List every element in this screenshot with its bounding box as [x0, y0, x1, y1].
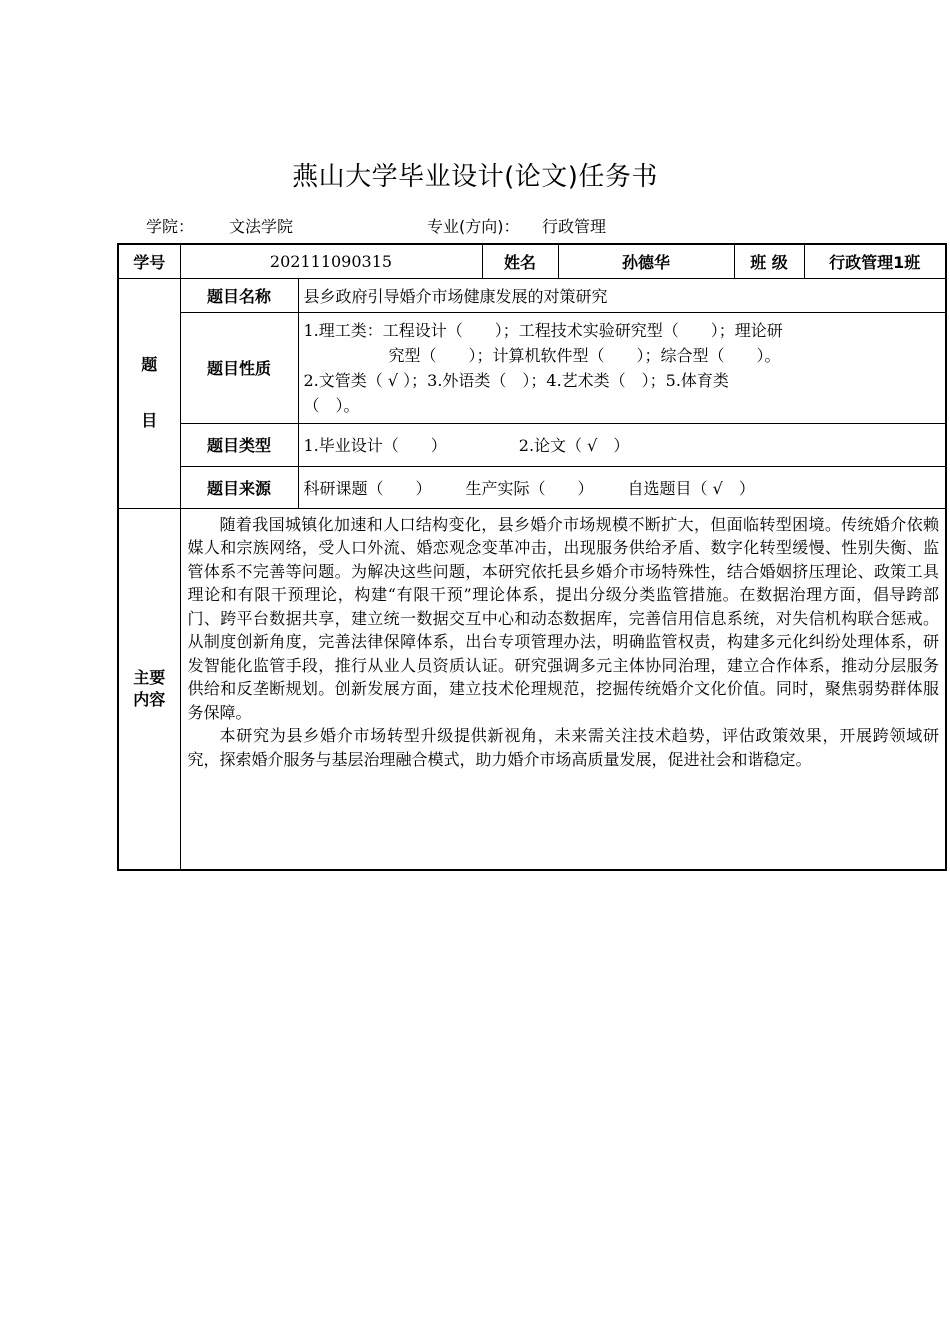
- student-info-row: [118, 244, 946, 278]
- main-content-paragraph-2: 本研究为县乡婚介市场转型升级提供新视角，未来需关注技术趋势，评估政策效果，开展跨领域研究，探索婚介服务与基层治理融合模式，助力婚介市场高质量发展，促进社会和谐稳定。: [187, 726, 939, 769]
- topic-section-label: [118, 278, 180, 508]
- main-content-label: [118, 508, 180, 870]
- main-content-label-line-2: 内容: [133, 689, 166, 709]
- topic-nature-options: [298, 312, 946, 423]
- topic-type-options: [298, 423, 946, 466]
- student-id-value: 202111090315: [180, 244, 482, 278]
- task-form-table: [117, 243, 947, 871]
- college-label: 学院：: [146, 217, 195, 236]
- type-option-thesis: 2.论文（ √ ）: [518, 436, 630, 455]
- nature-line-2: 究型（ ）；计算机软件型（ ）；综合型（ ）。: [388, 345, 781, 365]
- topic-type-row: [118, 423, 946, 466]
- major-value: 行政管理: [542, 217, 607, 236]
- topic-source-row: [118, 466, 946, 508]
- topic-nature-row: [118, 312, 946, 423]
- student-id-label: 学号: [118, 244, 180, 278]
- topic-source-label: 题目来源: [180, 466, 298, 508]
- type-option-design: 1.毕业设计（ ）: [303, 436, 447, 455]
- topic-name-label: 题目名称: [180, 278, 298, 312]
- main-content-paragraph-1: 随着我国城镇化加速和人口结构变化，县乡婚介市场规模不断扩大，但面临转型困境。传统婚介依赖媒人和宗族网络，受人口外流、婚恋观念变革冲击，出现服务供给矛盾、数字化转型缓慢、性别失衡、监管体系不完善等问题。为解决这些问题，本研究依托县乡婚介市场特殊性，结合婚姻挤压理论、政策工具理论和有限干预理论，构建“有限干预”理论体系，提出分级分类监管措施。在数据治理方面，倡导跨部门、跨平台数据共享，建立统一数据交互中心和动态数据库，完善信用信息系统，对失信机构联合惩戒。从制度创新角度，完善法律保障体系，出台专项管理办法，明确监管权责，构建多元化纠纷处理体系，研发智能化监管手段，推行从业人员资质认证。研究强调多元主体协同治理，建立合作体系，推动分层服务供给和反垄断规划。创新发展方面，建立技术伦理规范，挖掘传统婚介文化价值。同时，聚焦弱势群体服务保障。: [187, 514, 939, 722]
- source-option-research: 科研课题（ ）: [303, 478, 432, 498]
- nature-line-4: （ ）。: [303, 395, 360, 415]
- student-name-label: 姓名: [482, 244, 558, 278]
- topic-name-value: 县乡政府引导婚介市场健康发展的对策研究: [298, 278, 946, 312]
- student-name-value: 孙德华: [558, 244, 734, 278]
- class-label: 班 级: [734, 244, 804, 278]
- source-option-production: 生产实际（ ）: [465, 478, 594, 498]
- topic-label-char-1: 题: [141, 355, 158, 374]
- topic-type-label: 题目类型: [180, 423, 298, 466]
- major-label: 专业(方向)：: [427, 217, 520, 236]
- main-content-row: [118, 508, 946, 870]
- main-content-body: [180, 508, 946, 870]
- college-value: 文法学院: [229, 217, 294, 236]
- document-title: 燕山大学毕业设计(论文)任务书: [292, 162, 658, 192]
- class-value: 行政管理1班: [804, 244, 946, 278]
- topic-nature-label: 题目性质: [180, 312, 298, 423]
- source-option-self-selected: 自选题目（ √ ）: [627, 478, 755, 498]
- topic-name-row: [118, 278, 946, 312]
- main-content-label-line-1: 主要: [133, 667, 166, 687]
- topic-source-options: [298, 466, 946, 508]
- nature-line-3: 2.文管类（ √ ）；3.外语类（ ）；4.艺术类（ ）；5.体育类: [303, 370, 729, 390]
- topic-label-char-2: 目: [141, 411, 158, 430]
- nature-line-1: 1.理工类：工程设计（ ）；工程技术实验研究型（ ）；理论研: [303, 320, 783, 340]
